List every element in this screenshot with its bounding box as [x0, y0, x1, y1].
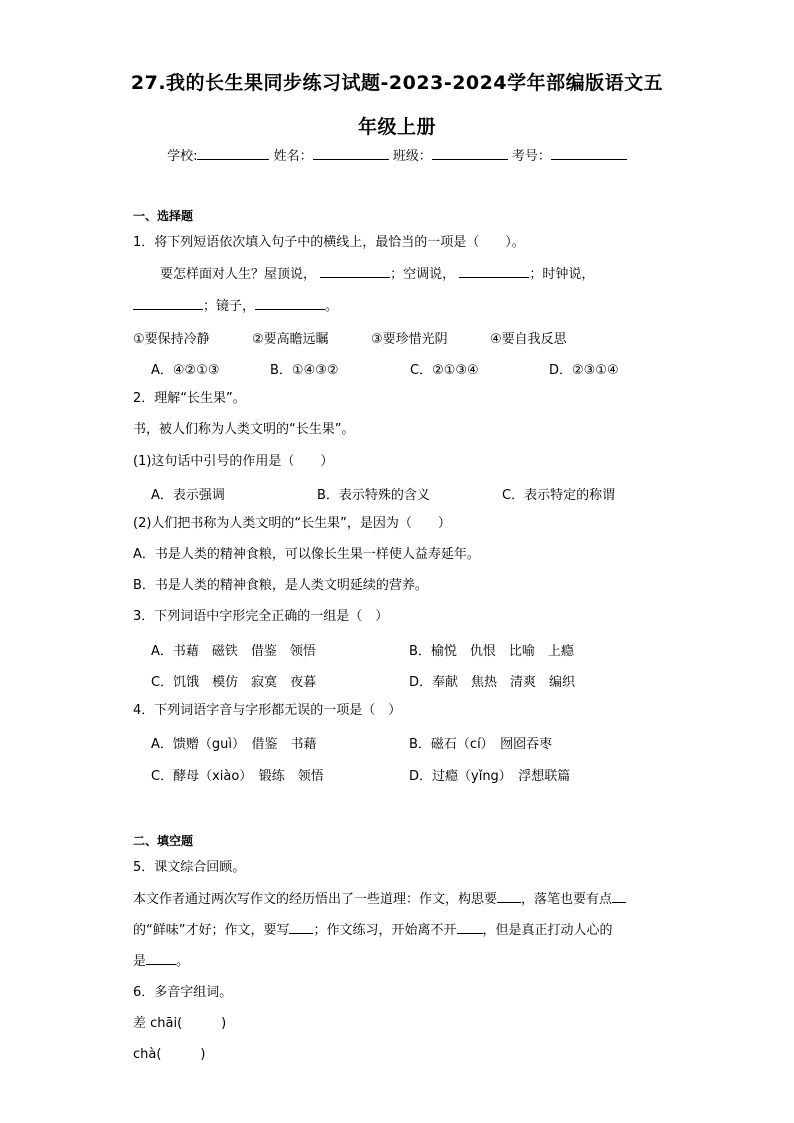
q3-option-a[interactable]: A．书藉 磁铁 借鉴 领悟 — [151, 644, 316, 659]
exam-no-label: 考号： — [511, 149, 551, 164]
q2-sub2-option-b[interactable]: B．书是人类的精神食粮，是人类文明延续的营养。 — [133, 578, 428, 593]
q5-blank-1[interactable] — [497, 890, 521, 903]
q2-sub1-stem: (1)这句话中引号的作用是（ ） — [133, 454, 334, 469]
q5-blank-3[interactable] — [289, 921, 313, 934]
q3-option-d[interactable]: D．奉献 焦热 清爽 编织 — [409, 675, 576, 690]
exam-no-blank[interactable] — [551, 147, 627, 160]
document-title-line2: 年级上册 — [357, 116, 436, 138]
name-label: 姓名： — [273, 149, 313, 164]
q5-text-p6: 是 — [133, 954, 147, 969]
q5-text-p1: 本文作者通过两次写作文的经历悟出了一些道理：作文，构思要 — [133, 892, 498, 907]
q5-text-p5: ，但是真正打动人心的 — [482, 923, 613, 938]
q1-text-b: ；空调说， — [390, 267, 456, 282]
school-blank[interactable] — [197, 147, 269, 160]
q1-text-line2 — [133, 297, 338, 316]
q2-sub1-option-b[interactable]: B．表示特殊的含义 — [317, 488, 430, 503]
q1-phrase-2: ②要高瞻远瞩 — [252, 332, 329, 347]
q1-stem: 1．将下列短语依次填入句子中的横线上，最恰当的一项是（ ）。 — [133, 235, 525, 250]
q6-line2[interactable]: chà( ) — [133, 1047, 206, 1062]
q1-phrase-3: ③要珍惜光阴 — [371, 332, 448, 347]
q1-text-line1 — [160, 265, 594, 284]
q4-option-c[interactable]: C．酵母（xiào） 锻练 领悟 — [151, 769, 324, 784]
q5-text-p3: 的“鲜味”才好；作文，要写 — [133, 923, 290, 938]
q4-option-b[interactable]: B．磁石（cí） 囫囵吞枣 — [409, 737, 553, 752]
q1-option-a[interactable]: A．④②①③ — [151, 363, 220, 378]
student-info-row — [0, 145, 794, 164]
q6-line1[interactable]: 差 chāi( ) — [133, 1016, 227, 1031]
q1-text-d: ；镜子， — [203, 299, 256, 314]
q5-blank-2[interactable] — [612, 890, 626, 903]
q1-blank-3[interactable] — [133, 297, 203, 310]
class-label: 班级： — [392, 149, 432, 164]
q1-option-c[interactable]: C．②①③④ — [410, 363, 479, 378]
q2-sub2-stem: (2)人们把书称为人类文明的“长生果”，是因为（ ） — [133, 516, 451, 531]
q5-text-p2: ，落笔也要有点 — [521, 892, 613, 907]
q1-option-b[interactable]: B．①④③② — [270, 363, 339, 378]
q2-sub1-option-a[interactable]: A．表示强调 — [151, 488, 225, 503]
q2-sub1-option-c[interactable]: C．表示特定的称谓 — [502, 488, 616, 503]
q1-phrase-1: ①要保持冷静 — [133, 332, 210, 347]
name-blank[interactable] — [313, 147, 389, 160]
q5-line3 — [133, 952, 189, 971]
q6-stem: 6．多音字组词。 — [133, 985, 233, 1000]
document-title-line1: 27.我的长生果同步练习试题-2023-2024学年部编版语文五 — [130, 72, 664, 94]
section-heading-choice: 一、选择题 — [133, 209, 194, 223]
q1-phrase-4: ④要自我反思 — [490, 332, 567, 347]
q2-stem: 2．理解“长生果”。 — [133, 391, 246, 406]
q1-text-a: 要怎样面对人生？屋顶说， — [160, 267, 317, 282]
q1-option-d[interactable]: D．②③①④ — [549, 363, 619, 378]
q3-option-c[interactable]: C．饥饿 模仿 寂寞 夜暮 — [151, 675, 317, 690]
q2-sentence: 书，被人们称为人类文明的“长生果”。 — [133, 422, 355, 437]
q1-text-c: ；时钟说， — [529, 267, 595, 282]
q4-stem: 4．下列词语字音与字形都无误的一项是（ ） — [133, 703, 402, 718]
q4-option-d[interactable]: D．过瘾（yǐng） 浮想联篇 — [409, 769, 571, 784]
q3-option-b[interactable]: B．榆悦 仇恨 比喻 上瘾 — [409, 644, 574, 659]
q1-text-e: 。 — [325, 299, 339, 314]
class-blank[interactable] — [432, 147, 508, 160]
q5-text-p4: ；作文练习，开始离不开 — [313, 923, 457, 938]
q5-blank-4[interactable] — [457, 921, 483, 934]
q1-blank-2[interactable] — [459, 265, 529, 278]
section-heading-fill: 二、填空题 — [133, 834, 194, 848]
q5-line1 — [133, 890, 626, 909]
school-label: 学校: — [167, 149, 198, 164]
q4-option-a[interactable]: A．馈赠（guì） 借鉴 书藉 — [151, 737, 317, 752]
q2-sub2-option-a[interactable]: A．书是人类的精神食粮，可以像长生果一样使人益寿延年。 — [133, 547, 480, 562]
q5-line2 — [133, 921, 613, 940]
q1-blank-1[interactable] — [320, 265, 390, 278]
q1-blank-4[interactable] — [255, 297, 325, 310]
q5-stem: 5．课文综合回顾。 — [133, 860, 246, 875]
q5-blank-5[interactable] — [146, 952, 176, 965]
q5-text-p7: 。 — [176, 954, 190, 969]
q3-stem: 3．下列词语中字形完全正确的一组是（ ） — [133, 609, 389, 624]
